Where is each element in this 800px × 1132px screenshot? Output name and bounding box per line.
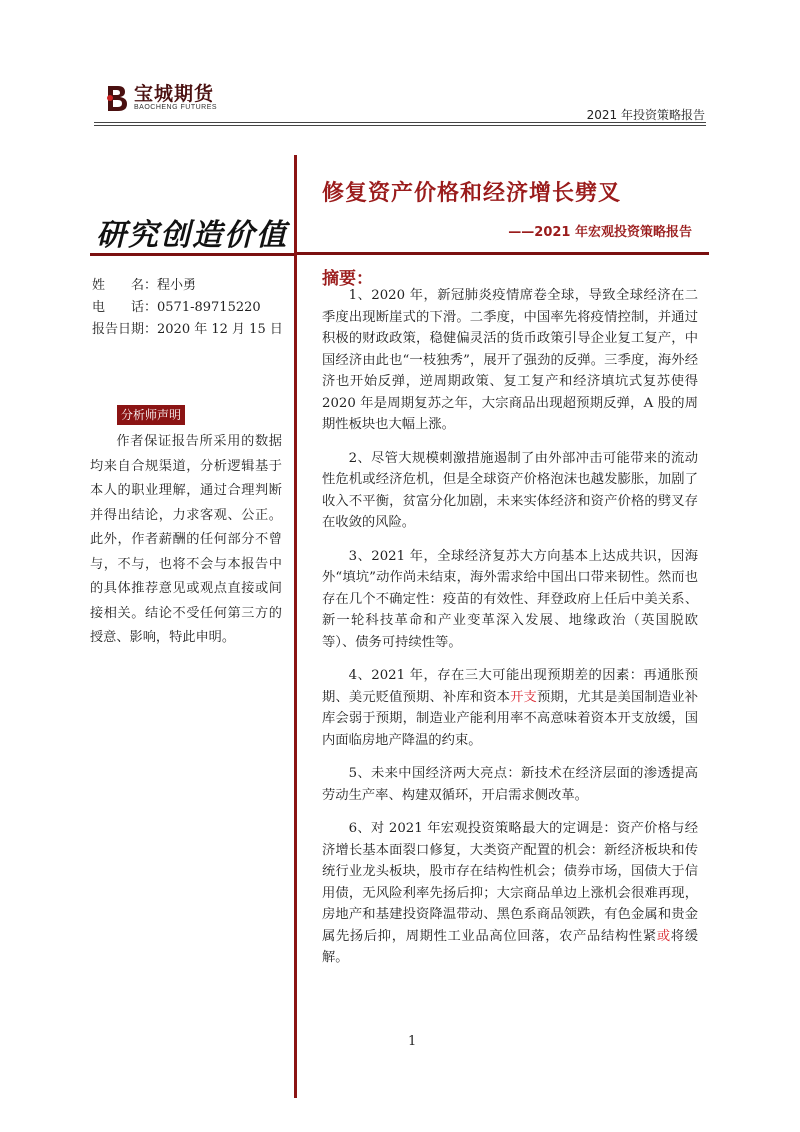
summary-paragraph-3: 3、2021 年，全球经济复苏大方向基本上达成共识，因海外“填坑”动作尚未结束，海外需求给中国出口带来韧性。然而也存在几个不确定性：疫苗的有效性、拜登政府上任后中美关系、新一轮科技革命和产业变革深入发展、地缘政治（英国脱欧等）、债务可持续性等。 bbox=[322, 548, 698, 650]
summary-body bbox=[322, 285, 698, 981]
summary-paragraph-6: 6、对 2021 年宏观投资策略最大的定调是：资产价格与经济增长基本面裂口修复，大类资产配置的机会：新经济板块和传统行业龙头板块，股市存在结构性机会；债券市场，国债大于信用债，无风险利率先扬后抑；大宗商品单边上涨机会很难再现，房地产和基建投资降温带动、黑色系商品领跌，有色金属和贵金属先扬后抑，周期性工业品高位回落，农产品结构性紧或将缓解。 bbox=[322, 821, 699, 965]
slogan: 研究创造价值 bbox=[96, 218, 288, 253]
author-phone: 0571-89715220 bbox=[157, 300, 261, 315]
left-rule bbox=[90, 253, 294, 256]
page-number: 1 bbox=[408, 1034, 417, 1049]
summary-heading: 摘要： bbox=[322, 269, 373, 289]
logo-icon bbox=[104, 84, 130, 112]
logo-english-name: BAOCHENG FUTURES bbox=[134, 104, 218, 111]
highlight-text: 开支 bbox=[510, 689, 537, 705]
report-date: 2020 年 12 月 15 日 bbox=[157, 322, 283, 337]
name-label: 姓 名： bbox=[92, 278, 158, 293]
company-logo bbox=[104, 84, 217, 112]
summary-paragraph-5: 5、未来中国经济两大亮点：新技术在经济层面的渗透提高劳动生产率、构建双循环，开启需求侧改革。 bbox=[322, 766, 698, 803]
summary-paragraph-2: 2、尽管大规模刺激措施遏制了由外部冲击可能带来的流动性危机或经济危机，但是全球资产价格泡沫也越发膨胀，加剧了收入不平衡，贫富分化加剧，未来实体经济和资产价格的劈叉存在收敛的风险。 bbox=[322, 450, 698, 530]
report-subtitle: ——2021 年宏观投资策略报告 bbox=[508, 225, 692, 240]
analyst-statement-label: 分析师声明 bbox=[117, 405, 185, 425]
column-divider bbox=[294, 155, 297, 1098]
logo-chinese-name: 宝城期货 bbox=[134, 83, 215, 105]
author-name: 程小勇 bbox=[157, 278, 197, 293]
header-divider-double bbox=[94, 125, 706, 126]
header-divider bbox=[94, 122, 706, 123]
report-title: 修复资产价格和经济增长劈叉 bbox=[322, 181, 622, 206]
summary-paragraph-4: 4、2021 年，存在三大可能出现预期差的因素：再通胀预期、美元贬值预期、补库和资本开支预期，尤其是美国制造业补库会弱于预期，制造业产能利用率不高意味着资本开支放缓，国内面临房地产降温的约束。 bbox=[322, 668, 699, 748]
highlight-text: 或 bbox=[656, 928, 671, 944]
analyst-statement-body: 作者保证报告所采用的数据均来自合规渠道，分析逻辑基于本人的职业理解，通过合理判断并得出结论，力求客观、公正。此外，作者薪酬的任何部分不曾与，不与，也将不会与本报告中的具体推荐意见或观点直接或间接相关。结论不受任何第三方的授意、影响，特此申明。 bbox=[90, 434, 282, 645]
report-type: 2021 年投资策略报告 bbox=[586, 108, 705, 122]
date-label: 报告日期： bbox=[92, 322, 158, 337]
right-rule bbox=[297, 252, 709, 255]
author-info bbox=[92, 275, 283, 341]
phone-label: 电 话： bbox=[92, 300, 158, 315]
summary-paragraph-1: 1、2020 年，新冠肺炎疫情席卷全球，导致全球经济在二季度出现断崖式的下滑。二季度，中国率先将疫情控制，并通过积极的财政政策，稳健偏灵活的货币政策引导企业复工复产，中国经济由此也“一枝独秀”，展开了强劲的反弹。三季度，海外经济也开始反弹，逆周期政策、复工复产和经济填坑式复苏使得 2020 年是周期复苏之年，大宗商品出现超预期反弹，A 股的周期性板块也大幅上涨。 bbox=[322, 288, 698, 432]
